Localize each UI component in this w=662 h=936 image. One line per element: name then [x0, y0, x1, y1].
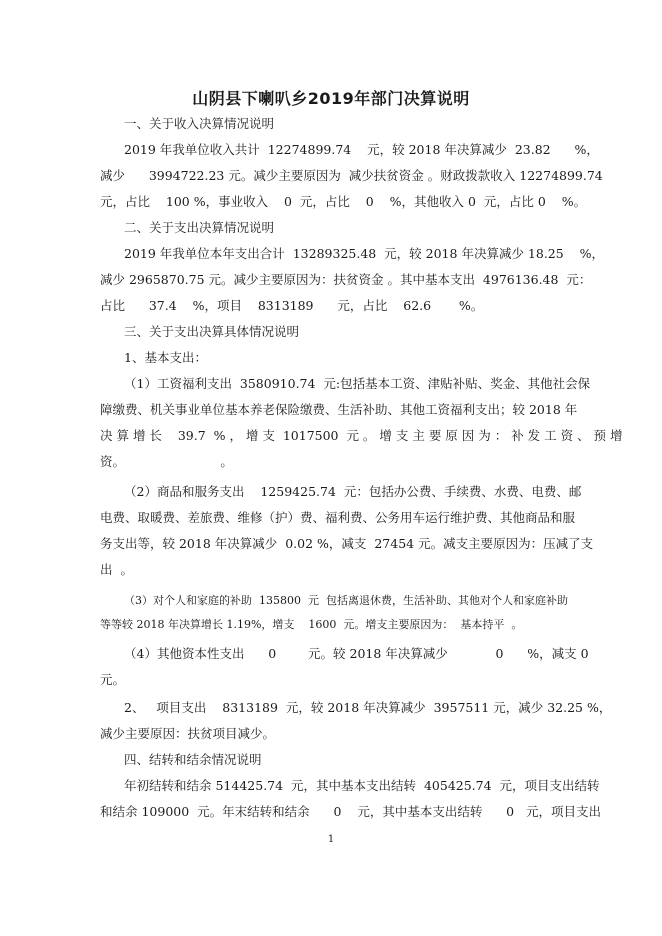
- paragraph-line: 减少 3994722.23 元。减少主要原因为 减少扶贫资金 。财政拨款收入 12274899.74: [100, 168, 603, 183]
- paragraph-line: 占比 37.4 %，项目 8313189 元，占比 62.6 %。: [100, 298, 484, 313]
- paragraph-line: 决 算 增 长 39.7 % ， 增 支 1017500 元 。 增 支 主 要 原 因 为 ： 补 发 工 资 、 预 增: [100, 428, 623, 443]
- paragraph-line: 元。: [100, 672, 126, 687]
- section-heading-expenditure: 二、关于支出决算情况说明: [124, 220, 275, 235]
- paragraph-line: 2、 项目支出 8313189 元，较 2018 年决算减少 3957511 元，减少 32.25 %，: [124, 700, 612, 715]
- paragraph-line: 等等较 2018 年决算增长 1.19%，增支 1600 元。增支主要原因为： 基本持平 。: [100, 618, 523, 631]
- paragraph-line: （1）工资福利支出 3580910.74 元:包括基本工资、津贴补贴、奖金、其他社会保: [124, 376, 591, 391]
- paragraph-line: 元，占比 100 %，事业收入 0 元，占比 0 %，其他收入 0 元，占比 0 %。: [100, 194, 587, 209]
- paragraph-line: 和结余 109000 元。年末结转和结余 0 元，其中基本支出结转 0 元，项目支出: [100, 804, 602, 819]
- paragraph-line: 资。 。: [100, 454, 233, 469]
- paragraph-line: 减少 2965870.75 元。减少主要原因为：扶贫资金 。其中基本支出 4976136.48 元：: [100, 272, 592, 287]
- document-title: 山阴县下喇叭乡2019年部门决算说明: [192, 89, 470, 108]
- section-heading-income: 一、关于收入决算情况说明: [124, 116, 275, 131]
- paragraph-line: 年初结转和结余 514425.74 元，其中基本支出结转 405425.74 元，项目支出结转: [124, 778, 600, 793]
- paragraph-line: （4）其他资本性支出 0 元。较 2018 年决算减少 0 %，减支 0: [124, 646, 589, 661]
- paragraph-line: 务支出等，较 2018 年决算减少 0.02 %，减支 27454 元。减支主要原因为：压减了支: [100, 536, 594, 551]
- paragraph-line: 2019 年我单位本年支出合计 13289325.48 元，较 2018 年决算减少 18.25 %，: [124, 246, 604, 261]
- subsection-heading-basic: 1、基本支出：: [124, 350, 207, 365]
- paragraph-line: 障缴费、机关事业单位基本养老保险缴费、生活补助、其他工资福利支出；较 2018 年: [100, 402, 578, 417]
- paragraph-line: （3）对个人和家庭的补助 135800 元 包括离退休费，生活补助、其他对个人和家庭补助: [124, 594, 568, 607]
- section-heading-carryover: 四、结转和结余情况说明: [124, 752, 262, 767]
- page-number: 1: [327, 834, 335, 845]
- paragraph-line: （2）商品和服务支出 1259425.74 元：包括办公费、手续费、水费、电费、邮: [124, 484, 582, 499]
- paragraph-line: 电费、取暖费、差旅费、维修（护）费、福利费、公务用车运行维护费、其他商品和服: [100, 510, 576, 525]
- paragraph-line: 2019 年我单位收入共计 12274899.74 元，较 2018 年决算减少 23.82 %，: [124, 142, 599, 157]
- paragraph-line: 减少主要原因：扶贫项目减少。: [100, 726, 276, 741]
- section-heading-details: 三、关于支出决算具体情况说明: [124, 324, 300, 339]
- paragraph-line: 出 。: [100, 562, 133, 577]
